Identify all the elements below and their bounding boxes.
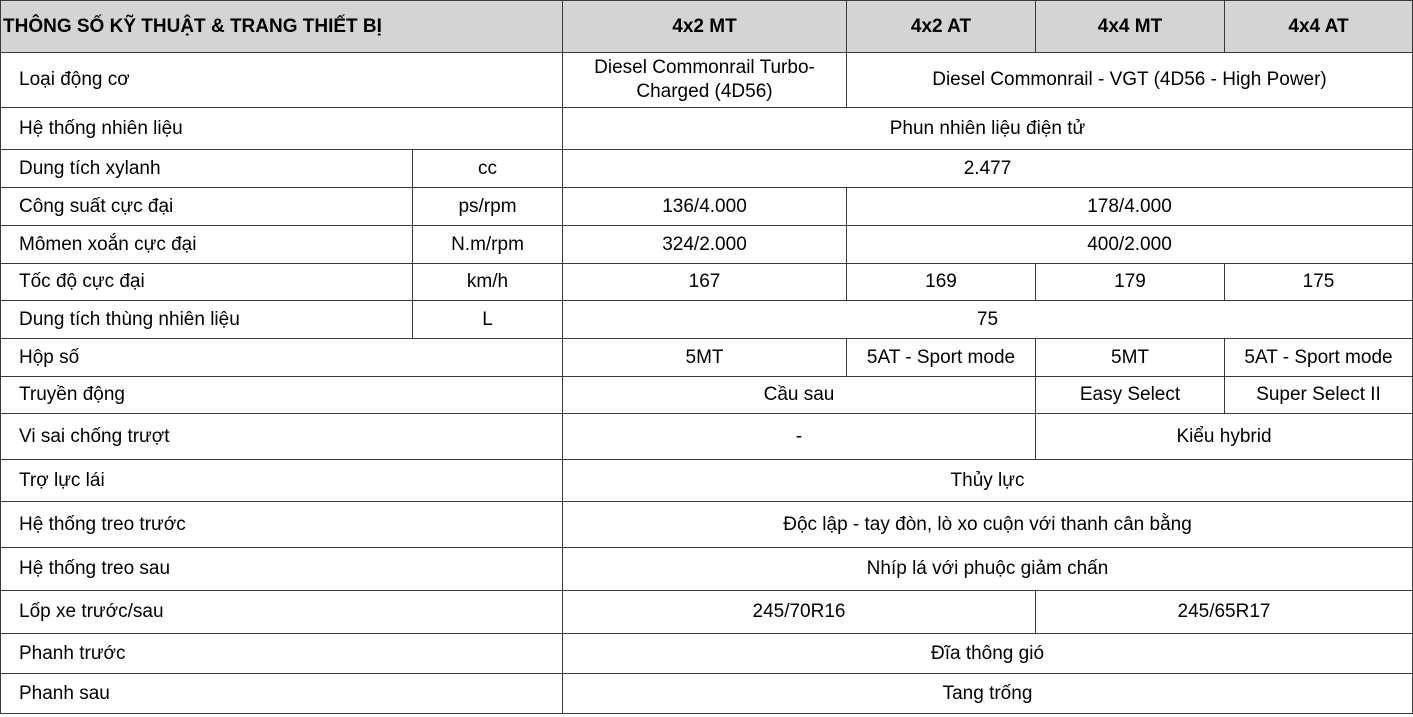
cell-value: 5AT - Sport mode — [847, 339, 1036, 377]
table-row — [1, 502, 1413, 548]
row-label: Hệ thống treo sau — [1, 548, 563, 591]
cell-value: 5MT — [563, 339, 847, 377]
table-row — [1, 339, 1413, 377]
row-label: Loại động cơ — [1, 53, 563, 108]
cell-value: Đĩa thông gió — [563, 634, 1413, 674]
cell-value: Độc lập - tay đòn, lò xo cuộn với thanh cân bằng — [563, 502, 1413, 548]
cell-value: Easy Select — [1036, 377, 1225, 414]
cell-value: 178/4.000 — [847, 188, 1413, 226]
cell-value: 245/70R16 — [563, 591, 1036, 634]
cell-value: Phun nhiên liệu điện tử — [563, 108, 1413, 150]
table-title: THÔNG SỐ KỸ THUẬT & TRANG THIẾT BỊ — [1, 1, 563, 53]
cell-value: 175 — [1225, 264, 1413, 301]
cell-value: Diesel Commonrail Turbo-Charged (4D56) — [563, 53, 847, 108]
cell-value: 179 — [1036, 264, 1225, 301]
cell-value: Tang trống — [563, 674, 1413, 714]
row-unit: ps/rpm — [413, 188, 563, 226]
row-label: Công suất cực đại — [1, 188, 413, 226]
cell-value: Cầu sau — [563, 377, 1036, 414]
table-row — [1, 226, 1413, 264]
cell-value: 169 — [847, 264, 1036, 301]
row-label: Truyền động — [1, 377, 563, 414]
cell-value: 167 — [563, 264, 847, 301]
cell-value: 400/2.000 — [847, 226, 1413, 264]
cell-value: 5AT - Sport mode — [1225, 339, 1413, 377]
cell-value: 2.477 — [563, 150, 1413, 188]
cell-value: 5MT — [1036, 339, 1225, 377]
table-row — [1, 377, 1413, 414]
table-row — [1, 674, 1413, 714]
cell-value: 245/65R17 — [1036, 591, 1413, 634]
row-unit: km/h — [413, 264, 563, 301]
row-label: Phanh trước — [1, 634, 563, 674]
row-label: Hệ thống treo trước — [1, 502, 563, 548]
row-unit: cc — [413, 150, 563, 188]
table-row — [1, 548, 1413, 591]
row-label: Tốc độ cực đại — [1, 264, 413, 301]
row-label: Hộp số — [1, 339, 563, 377]
header-row — [1, 1, 1413, 53]
row-unit: N.m/rpm — [413, 226, 563, 264]
table-row — [1, 414, 1413, 460]
variant-4x4-at-header: 4x4 AT — [1225, 1, 1413, 53]
cell-value: 324/2.000 — [563, 226, 847, 264]
cell-value: - — [563, 414, 1036, 460]
row-unit: L — [413, 301, 563, 339]
table-row — [1, 264, 1413, 301]
row-label: Lốp xe trước/sau — [1, 591, 563, 634]
row-label: Vi sai chống trượt — [1, 414, 563, 460]
table-row — [1, 591, 1413, 634]
cell-value: 136/4.000 — [563, 188, 847, 226]
table-row — [1, 53, 1413, 108]
table-row — [1, 108, 1413, 150]
variant-4x4-mt-header: 4x4 MT — [1036, 1, 1225, 53]
table-row — [1, 460, 1413, 502]
table-row — [1, 150, 1413, 188]
cell-value: Thủy lực — [563, 460, 1413, 502]
row-label: Hệ thống nhiên liệu — [1, 108, 563, 150]
cell-value: Super Select II — [1225, 377, 1413, 414]
table-row — [1, 188, 1413, 226]
row-label: Dung tích xylanh — [1, 150, 413, 188]
cell-value: Kiểu hybrid — [1036, 414, 1413, 460]
cell-value: Nhíp lá với phuộc giảm chấn — [563, 548, 1413, 591]
row-label: Mômen xoắn cực đại — [1, 226, 413, 264]
variant-4x2-at-header: 4x2 AT — [847, 1, 1036, 53]
row-label: Trợ lực lái — [1, 460, 563, 502]
table-row — [1, 634, 1413, 674]
variant-4x2-mt-header: 4x2 MT — [563, 1, 847, 53]
cell-value: 75 — [563, 301, 1413, 339]
row-label: Dung tích thùng nhiên liệu — [1, 301, 413, 339]
row-label: Phanh sau — [1, 674, 563, 714]
cell-value: Diesel Commonrail - VGT (4D56 - High Power) — [847, 53, 1413, 108]
table-row — [1, 301, 1413, 339]
